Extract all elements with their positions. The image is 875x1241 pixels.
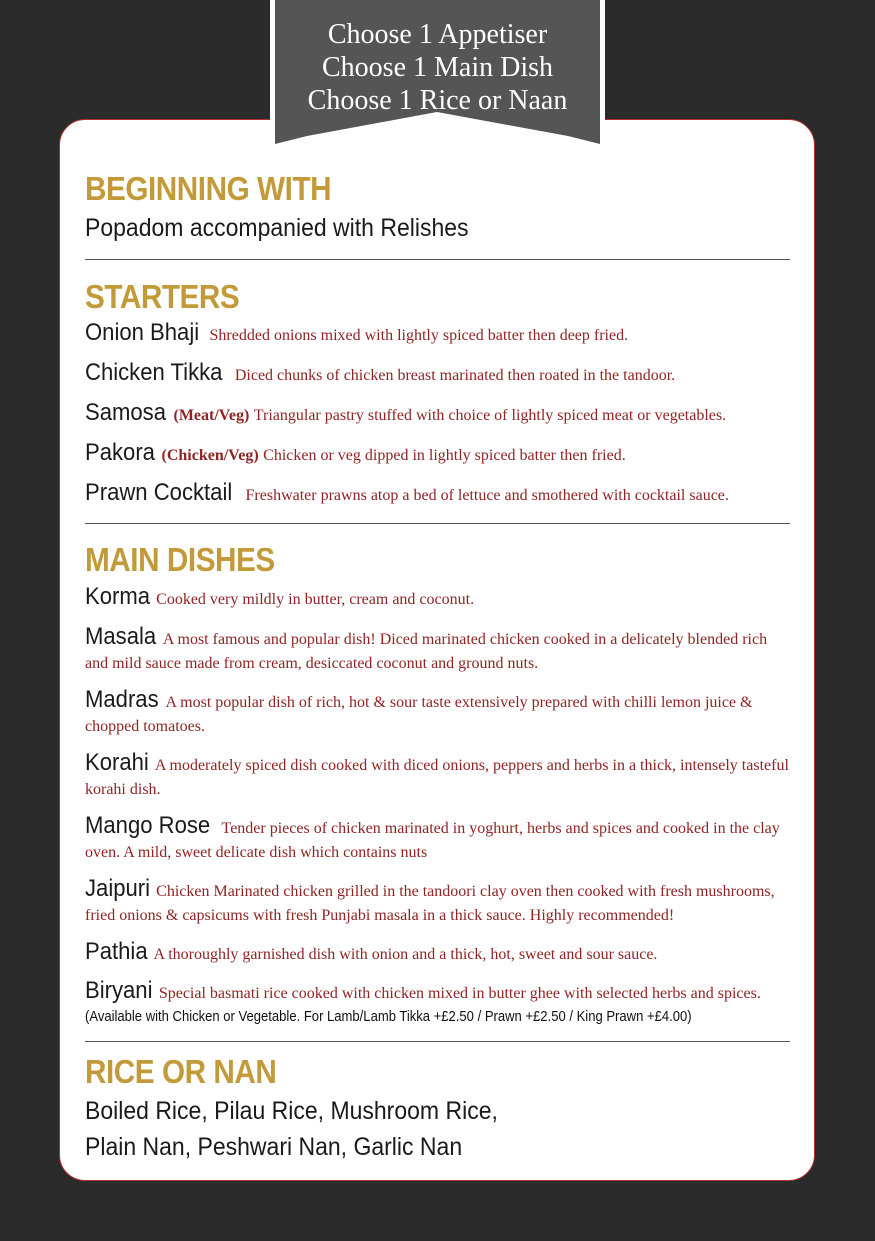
item-description: Shredded onions mixed with lightly spiced batter then deep fried. xyxy=(209,327,629,344)
menu-content xyxy=(85,168,790,1165)
menu-item xyxy=(85,940,790,967)
item-name: Onion Bhaji xyxy=(85,319,200,346)
menu-item xyxy=(85,688,790,739)
item-description: A most famous and popular dish! Diced marinated chicken cooked in a delicately blended rich and mild sauce made from cream, desiccated coconut and ground nuts. xyxy=(85,631,768,672)
item-description: Tender pieces of chicken marinated in yoghurt, herbs and spices and cooked in the clay oven. A mild, sweet delicate dish which contains nuts xyxy=(85,820,780,861)
item-options: (Chicken/Veg) xyxy=(161,447,259,464)
menu-item xyxy=(85,979,790,1006)
biryani-note: (Available with Chicken or Vegetable. For Lamb/Lamb Tikka +£2.50 / Prawn +£2.50 / King Prawn +£4.00) xyxy=(85,1009,692,1025)
mains-heading: MAIN DISHES xyxy=(85,541,275,578)
item-name: Chicken Tikka xyxy=(85,359,223,386)
beginning-text: Popadom accompanied with Relishes xyxy=(85,214,469,242)
banner-line-main: Choose 1 Main Dish xyxy=(322,52,553,83)
menu-item xyxy=(85,474,790,514)
item-description: A moderately spiced dish cooked with diced onions, peppers and herbs in a thick, intensely tasteful korahi dish. xyxy=(85,757,789,798)
banner-text xyxy=(270,18,605,117)
menu-item xyxy=(85,354,790,394)
item-name: Jaipuri xyxy=(85,875,151,902)
divider xyxy=(85,523,790,524)
menu-item xyxy=(85,751,790,802)
menu-item xyxy=(85,314,790,354)
item-description: Chicken or veg dipped in lightly spiced batter then fried. xyxy=(263,447,626,464)
item-description: Freshwater prawns atop a bed of lettuce and smothered with cocktail sauce. xyxy=(245,487,729,504)
item-description: Special basmati rice cooked with chicken mixed in butter ghee with selected herbs and spices. xyxy=(158,985,761,1002)
divider xyxy=(85,259,790,260)
item-name: Pakora xyxy=(85,439,155,466)
item-description: A most popular dish of rich, hot & sour taste extensively prepared with chilli lemon juice & chopped tomatoes. xyxy=(85,694,753,735)
menu-item xyxy=(85,625,790,676)
banner-line-appetiser: Choose 1 Appetiser xyxy=(327,19,548,50)
divider xyxy=(85,1041,790,1042)
item-description: A thoroughly garnished dish with onion and a thick, hot, sweet and sour sauce. xyxy=(153,946,658,963)
item-name: Korma xyxy=(85,583,151,610)
item-name: Biryani xyxy=(85,977,153,1004)
rice-section xyxy=(85,1051,790,1165)
beginning-heading: BEGINNING WITH xyxy=(85,170,332,207)
menu-item xyxy=(85,877,790,928)
starters-heading: STARTERS xyxy=(85,278,240,315)
item-name: Mango Rose xyxy=(85,812,211,839)
item-description: Chicken Marinated chicken grilled in the tandoori clay oven then cooked with fresh mushrooms, fried onions & capsicums with fresh Punjabi masala in a thick sauce. Highly recommended! xyxy=(85,883,775,924)
rice-heading: RICE OR NAN xyxy=(85,1053,277,1090)
nan-line: Plain Nan, Peshwari Nan, Garlic Nan xyxy=(85,1133,463,1161)
banner-line-rice: Choose 1 Rice or Naan xyxy=(307,85,568,116)
item-name: Prawn Cocktail xyxy=(85,479,233,506)
item-description: Triangular pastry stuffed with choice of lightly spiced meat or vegetables. xyxy=(253,407,727,424)
item-description: Diced chunks of chicken breast marinated then roated in the tandoor. xyxy=(234,367,676,384)
mains-section xyxy=(85,539,790,1028)
item-name: Pathia xyxy=(85,938,148,965)
menu-item xyxy=(85,394,790,434)
rice-line: Boiled Rice, Pilau Rice, Mushroom Rice, xyxy=(85,1097,498,1125)
starters-section xyxy=(85,276,790,514)
menu-item xyxy=(85,434,790,474)
item-name: Samosa xyxy=(85,399,167,426)
item-options: (Meat/Veg) xyxy=(173,407,250,424)
item-description: Cooked very mildly in butter, cream and coconut. xyxy=(156,591,475,608)
set-menu-banner xyxy=(270,0,605,154)
menu-item xyxy=(85,814,790,865)
item-name: Masala xyxy=(85,623,157,650)
beginning-section xyxy=(85,168,790,245)
item-name: Korahi xyxy=(85,749,149,776)
menu-item xyxy=(85,578,790,619)
item-name: Madras xyxy=(85,686,159,713)
